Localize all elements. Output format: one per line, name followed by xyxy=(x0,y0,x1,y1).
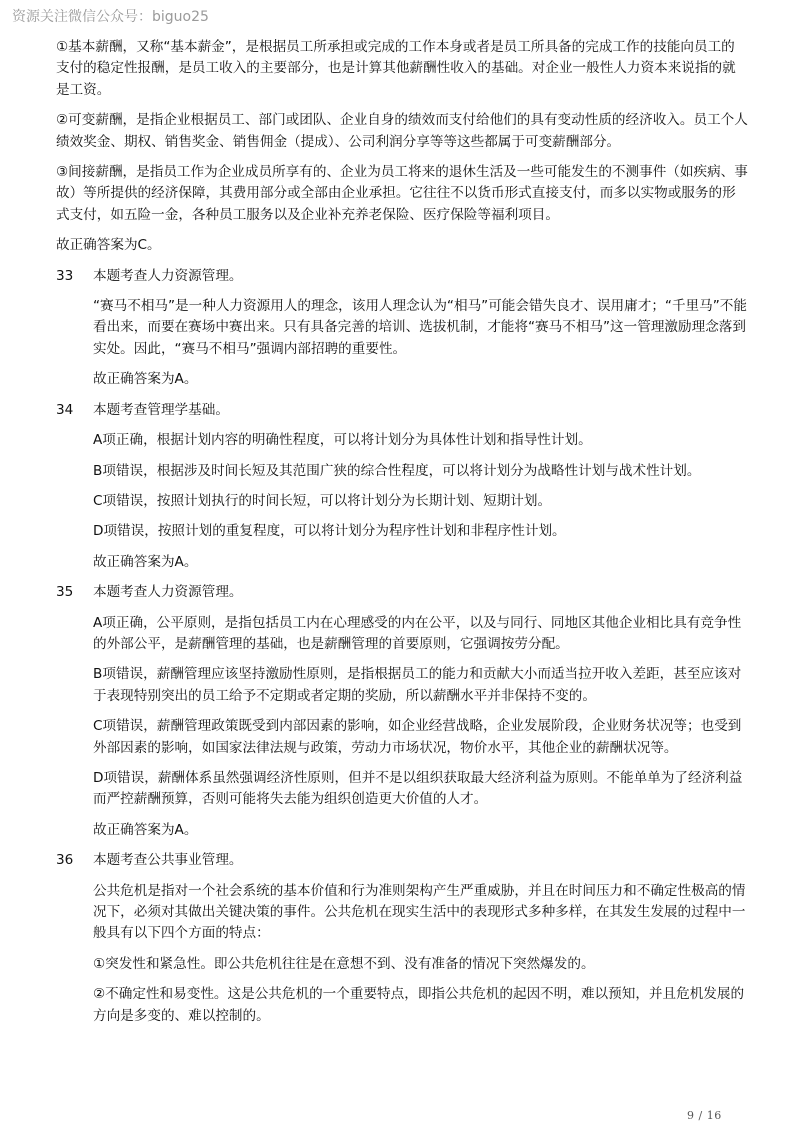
question-topic: 本题考查人力资源管理。 xyxy=(93,267,243,284)
option-a-explanation: A项正确，公平原则，是指包括员工内在心理感受的内在公平，以及与同行、同地区其他企业相比具有竞争性的外部公平，是薪酬管理的基础，也是薪酬管理的首要原则，它强调按劳分配。 xyxy=(93,614,742,652)
option-b-explanation: B项错误，根据涉及时间长短及其范围广狭的综合性程度，可以将计划分为战略性计划与战术性计划。 xyxy=(93,462,701,479)
question-number: 35 xyxy=(56,584,74,601)
explanation-paragraph: 公共危机是指对一个社会系统的基本价值和行为准则架构产生严重威胁，并且在时间压力和不确定性极高的情况下，必须对其做出关键决策的事件。公共危机在现实生活中的表现形式多种多样，在其发生发展的过程中一般具有以下四个方面的特点： xyxy=(93,882,746,942)
question-33 xyxy=(56,266,748,391)
intro-paragraph-1: ①基本薪酬，又称“基本薪金”，是根据员工所承担或完成的工作本身或者是员工所具备的完成工作的技能向员工的支付的稳定性报酬，是员工收入的主要部分，也是计算其他薪酬性收入的基础。对企业一般性人力资本来说指的就是工资。 xyxy=(56,39,736,98)
watermark-text: 资源关注微信公众号：biguo25 xyxy=(12,9,209,25)
option-b-explanation: B项错误，薪酬管理应该坚持激励性原则，是指根据员工的能力和贡献大小而适当拉开收入差距，甚至应该对于表现特别突出的员工给予不定期或者定期的奖励，所以薪酬水平并非保持不变的。 xyxy=(93,666,742,704)
option-c-explanation: C项错误，按照计划执行的时间长短，可以将计划分为长期计划、短期计划。 xyxy=(93,492,552,509)
option-c-explanation: C项错误，薪酬管理政策既受到内部因素的影响，如企业经营战略，企业发展阶段，企业财务状况等；也受到外部因素的影响，如国家法律法规与政策，劳动力市场状况，物价水平，其他企业的薪酬状况等。 xyxy=(93,718,742,756)
answer-line: 故正确答案为A。 xyxy=(93,553,198,570)
answer-line: 故正确答案为A。 xyxy=(93,821,198,838)
page-separator: / xyxy=(698,1109,703,1122)
document-body xyxy=(56,37,748,1036)
page-number xyxy=(687,1109,722,1122)
question-topic: 本题考查人力资源管理。 xyxy=(93,584,243,601)
page-total: 16 xyxy=(706,1109,722,1122)
question-topic: 本题考查管理学基础。 xyxy=(93,401,229,418)
page-current: 9 xyxy=(687,1109,695,1122)
intro-answer: 故正确答案为C。 xyxy=(56,237,161,254)
question-number: 34 xyxy=(56,401,74,418)
feature-2: ②不确定性和易变性。这是公共危机的一个重要特点，即指公共危机的起因不明，难以预知，并且危机发展的方向是多变的、难以控制的。 xyxy=(93,986,745,1024)
option-d-explanation: D项错误，薪酬体系虽然强调经济性原则，但并不是以组织获取最大经济利益为原则。不能单单为了经济利益而严控薪酬预算，否则可能将失去能为组织创造更大价值的人才。 xyxy=(93,769,743,808)
question-topic: 本题考查公共事业管理。 xyxy=(93,852,243,869)
explanation-paragraph: “赛马不相马”是一种人力资源用人的理念，该用人理念认为“相马”可能会错失良才、误用庸才；“千里马”不能看出来，而要在赛场中赛出来。只有具备完善的培训、选拔机制，才能将“赛马不相马”这一管理激励理念落到实处。因此，“赛马不相马”强调内部招聘的重要性。 xyxy=(93,298,747,357)
intro-paragraph-2: ②可变薪酬，是指企业根据员工、部门或团队、企业自身的绩效而支付给他们的具有变动性质的经济收入。员工个人绩效奖金、期权、销售奖金、销售佣金（提成）、公司利润分享等等这些都属于可变薪酬部分。 xyxy=(56,112,748,150)
question-36 xyxy=(56,850,748,1027)
answer-line: 故正确答案为A。 xyxy=(93,371,198,388)
question-34 xyxy=(56,400,748,573)
question-35 xyxy=(56,582,748,841)
question-number: 33 xyxy=(56,267,74,284)
question-number: 36 xyxy=(56,852,74,869)
option-d-explanation: D项错误，按照计划的重复程度，可以将计划分为程序性计划和非程序性计划。 xyxy=(93,523,566,540)
option-a-explanation: A项正确，根据计划内容的明确性程度，可以将计划分为具体性计划和指导性计划。 xyxy=(93,432,592,449)
intro-paragraph-3: ③间接薪酬，是指员工作为企业成员所享有的、企业为员工将来的退休生活及一些可能发生的不测事件（如疾病、事故）等所提供的经济保障，其费用部分或全部由企业承担。它往往不以货币形式直接支付，而多以实物或服务的形式支付，如五险一金，各种员工服务以及企业补充养老保险、医疗保险等福利项目。 xyxy=(56,164,748,223)
feature-1: ①突发性和紧急性。即公共危机往往是在意想不到、没有准备的情况下突然爆发的。 xyxy=(93,955,595,972)
